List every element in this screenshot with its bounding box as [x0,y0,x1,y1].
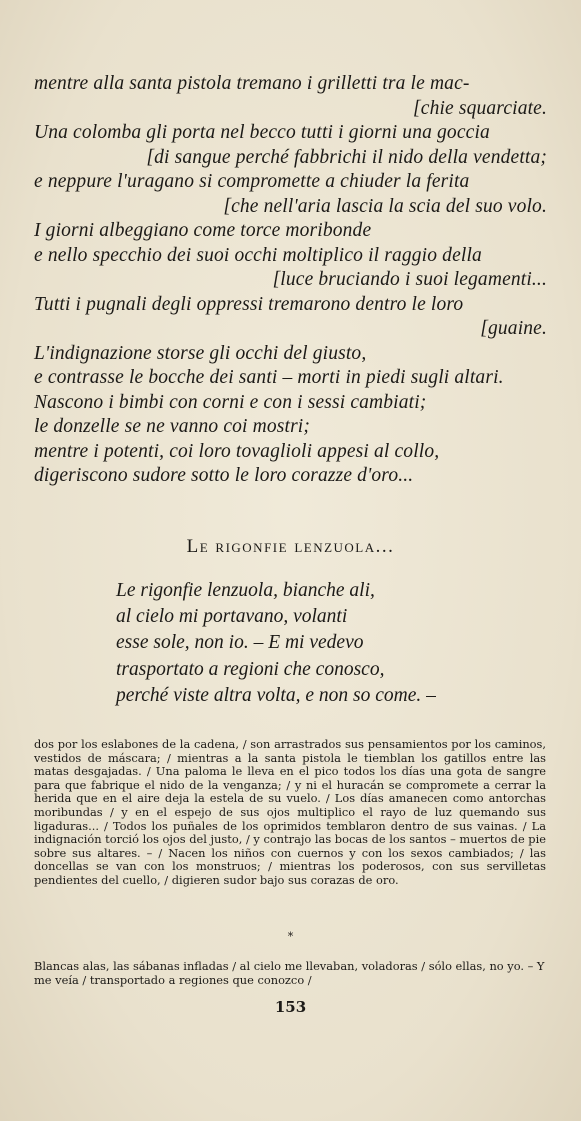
poem-line: I giorni albeggiano come torce moribonde [34,220,372,241]
poem-line: [che nell'aria lascia la scia del suo volo. [223,195,547,217]
poem-line: Una colomba gli porta nel becco tutti i giorni una goccia [34,122,490,143]
poem-italian [34,72,549,489]
poem2-line: trasportato a regioni che conosco, [116,658,385,680]
poem-line: e contrasse le bocche dei santi – morti in piedi sugli altari. [34,367,504,388]
poem-le-rigonfie-lenzuola [116,578,436,709]
spanish-translation-paragraph: dos por los eslabones de la cadena, / son arrastrados sus pensamientos por los caminos, vestidos de máscara; / mientras a la santa pistola le tiemblan los gatillos entre las matas desgajadas. / Una paloma le lleva en el pico todos los días una gota de sangre para que fabrique el nido de la venganza; / y ni el huracán se compromete a cerrar la herida que en el aire deja la estela de su vuelo. / Los días amanecen como antorchas moribundas / y en el espejo de sus ojos multiplico el rayo de luz quemando sus ligaduras... / Todos los puñales de los oprimidos temblaron dentro de sus vainas. / La indignación torció los ojos del justo, / y contrajo las bocas de los santos – muertos de pie sobre sus altares. – / Nacen los niños con cuernos y con los sexos cambiados; / las doncellas se van con los monstruos; / mientras los poderosos, con sus servilletas pendientes del cuello, / digieren sudor bajo sus corazas de oro. [34,737,546,887]
poem-line: e neppure l'uragano si compromette a chiuder la ferita [34,171,470,192]
poem-line: Nascono i bimbi con corni e con i sessi cambiati; [34,391,427,413]
poem-line: e nello specchio dei suoi occhi moltiplico il raggio della [34,244,482,266]
poem-line: mentre i potenti, coi loro tovaglioli appesi al collo, [34,440,440,462]
separator-asterisk: * [287,930,294,943]
poem-line: [di sangue perché fabbrichi il nido della vendetta; [146,146,547,168]
poem-line: [luce bruciando i suoi legamenti... [272,269,547,290]
poem-line: L'indignazione storse gli occhi del giusto, [34,342,367,364]
poem2-line: perché viste altra volta, e non so come. – [116,684,436,706]
poem2-line: esse sole, non io. – E mi vedevo [116,632,364,654]
poem-line: mentre alla santa pistola tremano i grilletti tra le mac- [34,73,470,94]
poem-line: Tutti i pugnali degli oppressi tremarono dentro le loro [34,293,464,315]
page-number: 153 [274,998,307,1016]
poem-line: digeriscono sudore sotto le loro corazze d'oro... [34,465,414,486]
poem-line: [guaine. [480,318,547,339]
section-title: Le rigonfie lenzuola... [186,536,395,557]
spanish-translation-paragraph-2: Blancas alas, las sábanas infladas / al cielo me llevaban, voladoras / sólo ellas, no yo. – Y me veía / transportado a regiones que conozco / [34,959,545,987]
poem2-line: al cielo mi portavano, volanti [116,606,348,628]
poem-line: [chie squarciate. [413,97,547,119]
poem2-line: Le rigonfie lenzuola, bianche ali, [116,580,375,601]
poem-line: le donzelle se ne vanno coi mostri; [34,416,311,437]
